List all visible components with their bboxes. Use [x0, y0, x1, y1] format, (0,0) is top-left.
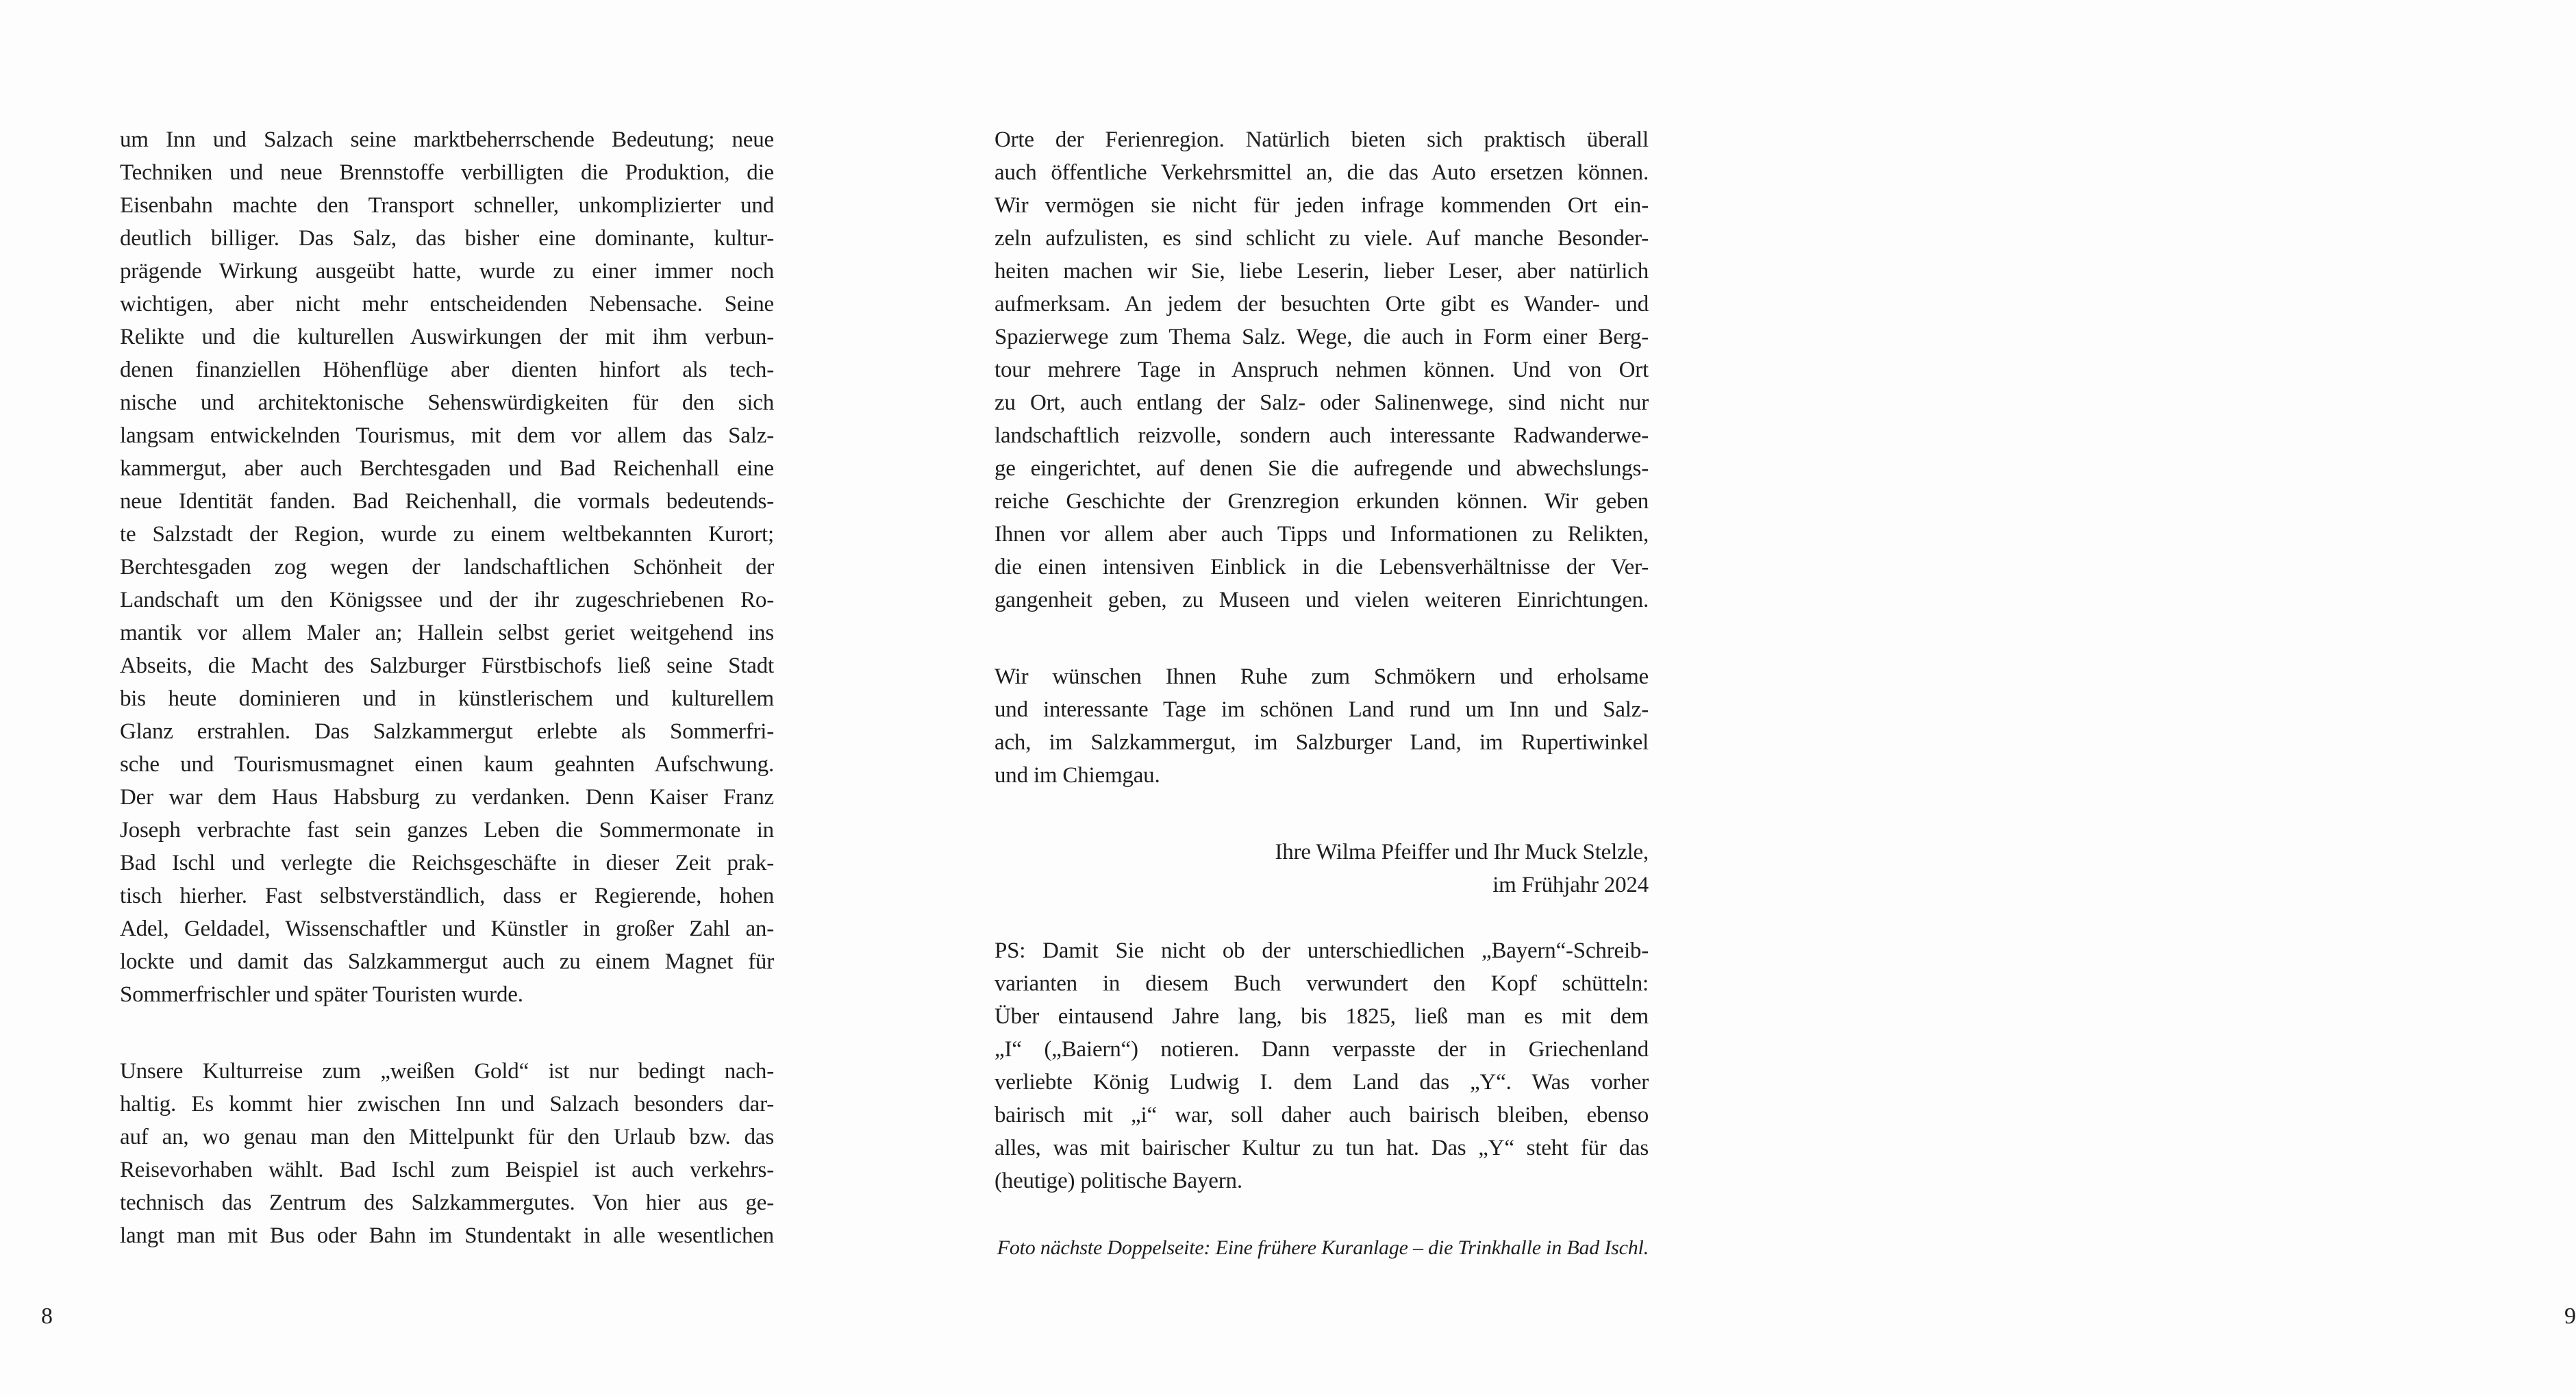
signature-authors: Ihre Wilma Pfeiffer und Ihr Muck Stelzle,	[1275, 840, 1649, 864]
text-line: alles, was mit bairischer Kultur zu tun hat. Das „Y“ steht für das	[995, 1136, 1649, 1160]
text-line: zu Ort, auch entlang der Salz- oder Salinenwege, sind nicht nur	[995, 390, 1649, 415]
text-line: varianten in diesem Buch verwundert den Kopf schütteln:	[995, 971, 1649, 996]
text-line: auf an, wo genau man den Mittelpunkt für den Urlaub bzw. das	[120, 1125, 774, 1149]
text-line: Abseits, die Macht des Salzburger Fürstbischofs ließ seine Stadt	[120, 653, 774, 678]
page-9-paragraph-1	[995, 123, 1649, 616]
text-line: tour mehrere Tage in Anspruch nehmen können. Und von Ort	[995, 358, 1649, 382]
text-line: Eisenbahn machte den Transport schneller, unkomplizierter und	[120, 193, 774, 218]
text-line: prägende Wirkung ausgeübt hatte, wurde zu einer immer noch	[120, 259, 774, 284]
text-line: haltig. Es kommt hier zwischen Inn und Salzach besonders dar-	[120, 1092, 774, 1117]
text-line: kammergut, aber auch Berchtesgaden und Bad Reichenhall eine	[120, 456, 774, 481]
text-line: mantik vor allem Maler an; Hallein selbst geriet weitgehend ins	[120, 621, 774, 645]
text-line: bairisch mit „i“ war, soll daher auch bairisch bleiben, ebenso	[995, 1103, 1649, 1127]
text-line: verliebte König Ludwig I. dem Land das „Y“. Was vorher	[995, 1070, 1649, 1095]
text-line: PS: Damit Sie nicht ob der unterschiedlichen „Bayern“-Schreib-	[995, 938, 1649, 963]
text-line: nische und architektonische Sehenswürdigkeiten für den sich	[120, 390, 774, 415]
text-line: Wir wünschen Ihnen Ruhe zum Schmökern und erholsame	[995, 664, 1649, 689]
page-8-paragraph-1	[120, 123, 774, 1011]
text-line: und im Chiemgau.	[995, 763, 1160, 788]
text-line: und interessante Tage im schönen Land rund um Inn und Salz-	[995, 697, 1649, 722]
page-9-paragraph-2	[995, 660, 1649, 792]
text-line: wichtigen, aber nicht mehr entscheidenden Nebensache. Seine	[120, 292, 774, 316]
text-line: Spazierwege zum Thema Salz. Wege, die auch in Form einer Berg-	[995, 325, 1649, 349]
text-line: Unsere Kulturreise zum „weißen Gold“ ist nur bedingt nach-	[120, 1059, 774, 1084]
text-line: Über eintausend Jahre lang, bis 1825, ließ man es mit dem	[995, 1004, 1649, 1029]
text-line: landschaftlich reizvolle, sondern auch interessante Radwanderwe-	[995, 423, 1649, 448]
text-line: aufmerksam. An jedem der besuchten Orte gibt es Wander- und	[995, 292, 1649, 316]
text-line: sche und Tourismusmagnet einen kaum geahnten Aufschwung.	[120, 752, 774, 777]
text-line: Bad Ischl und verlegte die Reichsgeschäfte in dieser Zeit prak-	[120, 851, 774, 875]
text-line: Wir vermögen sie nicht für jeden infrage kommenden Ort ein-	[995, 193, 1649, 218]
text-line: gangenheit geben, zu Museen und vielen weiteren Einrichtungen.	[995, 588, 1649, 612]
text-line: die einen intensiven Einblick in die Lebensverhältnisse der Ver-	[995, 555, 1649, 579]
text-line: auch öffentliche Verkehrsmittel an, die das Auto ersetzen können.	[995, 160, 1649, 185]
text-line: neue Identität fanden. Bad Reichenhall, die vormals bedeutends-	[120, 489, 774, 514]
text-line: um Inn und Salzach seine marktbeherrschende Bedeutung; neue	[120, 127, 774, 152]
text-line: lockte und damit das Salzkammergut auch zu einem Magnet für	[120, 949, 774, 974]
text-line: Ihnen vor allem aber auch Tipps und Informationen zu Relikten,	[995, 522, 1649, 547]
page-8	[0, 0, 877, 1396]
text-line: deutlich billiger. Das Salz, das bisher eine dominante, kultur-	[120, 226, 774, 251]
page-9-text-column	[995, 123, 1649, 1264]
text-line: Glanz erstrahlen. Das Salzkammergut erlebte als Sommerfri-	[120, 719, 774, 744]
text-line: Relikte und die kulturellen Auswirkungen der mit ihm verbun-	[120, 325, 774, 349]
text-line: tisch hierher. Fast selbstverständlich, dass er Regierende, hohen	[120, 884, 774, 908]
text-line: reiche Geschichte der Grenzregion erkunden können. Wir geben	[995, 489, 1649, 514]
postscript-paragraph	[995, 934, 1649, 1197]
page-8-text-column	[120, 123, 774, 1252]
text-line: Sommerfrischler und später Touristen wurde.	[120, 982, 523, 1007]
text-line: Adel, Geldadel, Wissenschaftler und Künstler in großer Zahl an-	[120, 917, 774, 941]
text-line: bis heute dominieren und in künstlerischem und kulturellem	[120, 686, 774, 711]
text-line: langsam entwickelnden Tourismus, mit dem vor allem das Salz-	[120, 423, 774, 448]
text-line: Berchtesgaden zog wegen der landschaftlichen Schönheit der	[120, 555, 774, 579]
text-line: zeln aufzulisten, es sind schlicht zu viele. Auf manche Besonder-	[995, 226, 1649, 251]
signature-date: im Frühjahr 2024	[1492, 873, 1649, 897]
text-line: (heutige) politische Bayern.	[995, 1169, 1242, 1193]
text-line: ge eingerichtet, auf denen Sie die aufregende und abwechslungs-	[995, 456, 1649, 481]
text-line: „I“ („Baiern“) notieren. Dann verpasste der in Griechenland	[995, 1037, 1649, 1062]
page-9	[877, 0, 2576, 1396]
text-line: Techniken und neue Brennstoffe verbilligten die Produktion, die	[120, 160, 774, 185]
text-line: Joseph verbrachte fast sein ganzes Leben die Sommermonate in	[120, 818, 774, 843]
text-line: technisch das Zentrum des Salzkammergutes. Von hier aus ge-	[120, 1191, 774, 1215]
text-line: heiten machen wir Sie, liebe Leserin, lieber Leser, aber natürlich	[995, 259, 1649, 284]
text-line: Landschaft um den Königssee und der ihr zugeschriebenen Ro-	[120, 588, 774, 612]
text-line: Reisevorhaben wählt. Bad Ischl zum Beispiel ist auch verkehrs-	[120, 1158, 774, 1182]
photo-caption: Foto nächste Doppelseite: Eine frühere Kuranlage – die Trinkhalle in Bad Ischl.	[997, 1236, 1649, 1259]
text-line: langt man mit Bus oder Bahn im Stundentakt in alle wesentlichen	[120, 1223, 774, 1248]
page-number-8: 8	[41, 1304, 53, 1329]
signature-block	[995, 836, 1649, 901]
page-number-9: 9	[2564, 1304, 2576, 1329]
text-line: te Salzstadt der Region, wurde zu einem weltbekannten Kurort;	[120, 522, 774, 547]
text-line: ach, im Salzkammergut, im Salzburger Land, im Rupertiwinkel	[995, 730, 1649, 755]
text-line: denen finanziellen Höhenflüge aber dienten hinfort als tech-	[120, 358, 774, 382]
text-line: Orte der Ferienregion. Natürlich bieten sich praktisch überall	[995, 127, 1649, 152]
page-8-paragraph-2	[120, 1055, 774, 1252]
text-line: Der war dem Haus Habsburg zu verdanken. Denn Kaiser Franz	[120, 785, 774, 810]
